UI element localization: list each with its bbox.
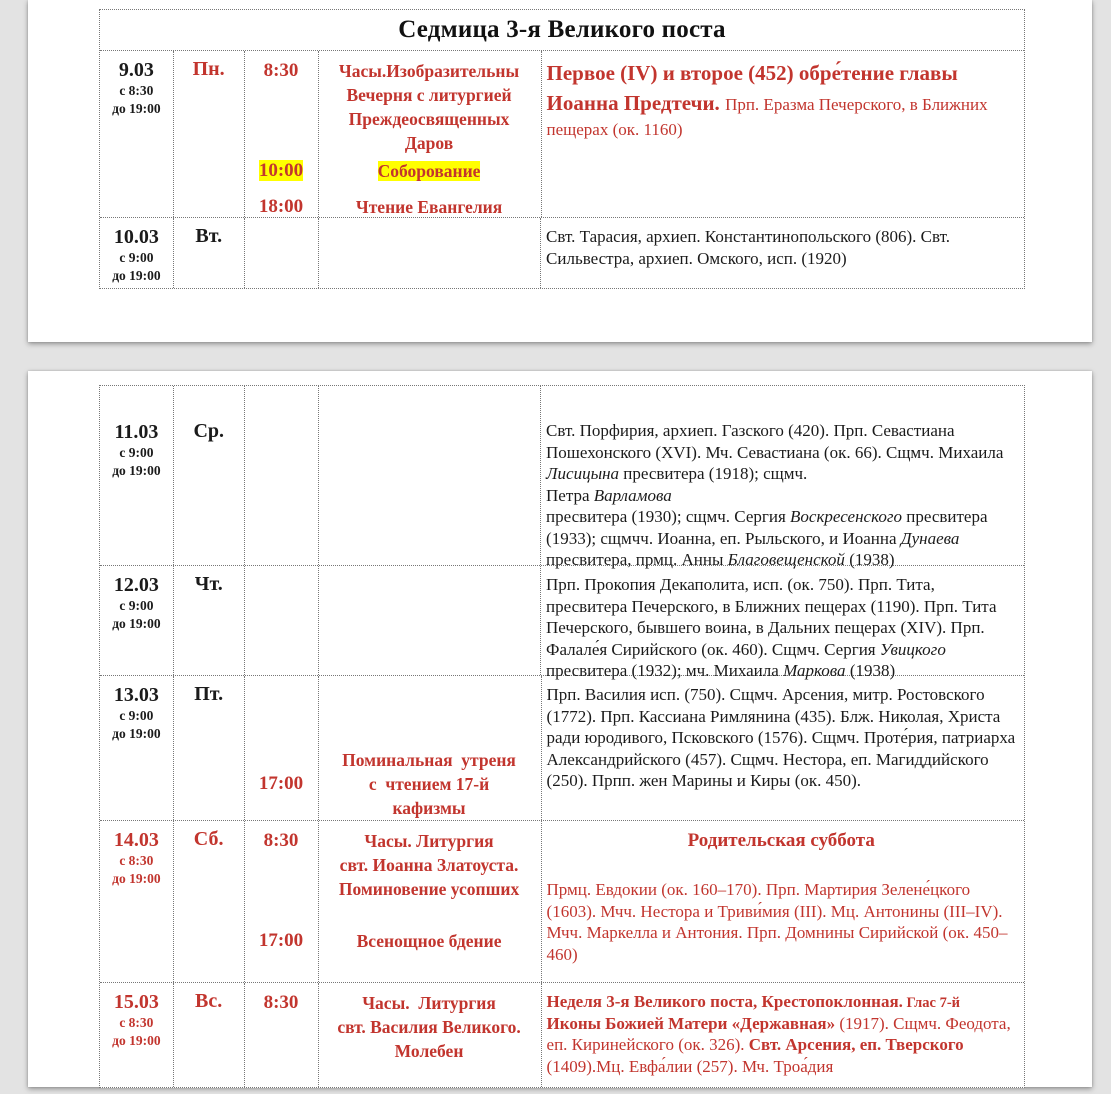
hours-to: до 19:00 [112, 725, 161, 741]
date-cell [100, 218, 174, 288]
commemorations-cell: Свт. Порфирия, архиеп. Газского (420). Прп. Севастиана Пошехонского (XVI). Мч. Севастиана (ок. 66). Сщмч. Михаила Лисицына пресвитера (1918); сщмч. Петра Варламова пресвитера (1930); сщмч. Сергия Воскресенского пресвитера (1933); сщмчч. Иоанна, еп. Рыльского, и Иоанна Дунаева пресвитера, прмц. Анны Благовещенской (1938) [546, 421, 1004, 570]
schedule-table-part2 [99, 385, 1025, 1088]
schedule-item [245, 929, 541, 953]
schedule-cell-empty [245, 218, 541, 288]
date-cell [100, 821, 174, 982]
weekday-cell: Чт. [174, 566, 245, 675]
weekday-cell: Вс. [174, 983, 245, 1087]
service-time: 8:30 [263, 992, 299, 1013]
date-value: 10.03 [113, 226, 159, 248]
schedule-item [245, 195, 541, 219]
hours-to: до 19:00 [112, 1032, 161, 1048]
table-row-13-03 [100, 676, 1024, 821]
table-row-12-03 [100, 566, 1024, 681]
schedule-cell [245, 51, 542, 217]
service-time: 17:00 [258, 773, 304, 794]
date-value: 14.03 [113, 829, 159, 851]
schedule-cell [245, 676, 542, 820]
table-row-10-03 [100, 218, 1024, 288]
schedule-cell [245, 983, 542, 1087]
service-name: Всенощное бдение [356, 931, 502, 951]
document-page-1 [28, 0, 1092, 342]
commemorations-cell: Первое (IV) и второе (452) обре́тение главы Иоанна Предтечи. Прп. Еразма Печерского, в Ближних пещерах (ок. 1160) [546, 61, 988, 139]
hours-to: до 19:00 [112, 870, 161, 886]
schedule-item [245, 59, 541, 155]
hours-from: с 9:00 [119, 708, 154, 723]
date-value: 13.03 [113, 684, 159, 706]
schedule-table-part1 [99, 9, 1025, 289]
service-name: Часы. Литургия свт. Василия Великого. Молебен [337, 993, 521, 1061]
service-name: Поминальная утреня с чтением 17-й кафизмы [342, 750, 516, 818]
hours-to: до 19:00 [112, 100, 161, 116]
date-value: 9.03 [118, 59, 154, 81]
date-cell [100, 676, 174, 820]
schedule-item [245, 159, 541, 183]
commemorations-cell: Прп. Прокопия Декаполита, исп. (ок. 750). Прп. Тита, пресвитера Печерского, в Ближних пещерах (1190). Прп. Тита Печерского, бывшего воина, в Дальних пещерах (XIV). Прп. Фалале́я Сирийского (ок. 460). Сщмч. Сергия Увицкого пресвитера (1932); мч. Михаила Маркова (1938) [546, 575, 997, 681]
hours-from: с 8:30 [119, 1015, 154, 1030]
date-cell [100, 566, 174, 675]
service-name: Часы.Изобразительны Вечерня с литургией Преждеосвященных Даров [338, 61, 520, 153]
date-cell [100, 386, 174, 565]
commemorations-cell: Неделя 3-я Великого поста, Крестопоклонная. Глас 7-й Иконы Божией Матери «Державная» (1917). Сщмч. Феодота, еп. Киринейского (ок. 326). Свт. Арсения, еп. Тверского (1409).Мц. Евфа́лии (257). Мч. Троа́дия [546, 992, 1011, 1076]
service-time: 18:00 [258, 196, 304, 217]
date-value: 12.03 [113, 574, 159, 596]
commemorations-cell: Свт. Тарасия, архиеп. Константинопольского (806). Свт. Сильвестра, архиеп. Омского, исп. (1920) [546, 227, 950, 268]
hours-from: с 9:00 [119, 250, 154, 265]
weekday-cell: Пн. [174, 51, 245, 217]
schedule-cell-empty [245, 386, 541, 565]
service-name: Чтение Евангелия [355, 197, 503, 217]
weekday-cell: Вт. [174, 218, 245, 288]
schedule-cell [245, 821, 542, 982]
feast-title: Родительская суббота [687, 830, 875, 851]
service-time: 8:30 [263, 830, 299, 851]
table-row-15-03 [100, 983, 1024, 1087]
table-row-11-03 [100, 386, 1024, 570]
hours-from: с 9:00 [119, 598, 154, 613]
date-cell [100, 983, 174, 1087]
service-name: Часы. Литургия свт. Иоанна Златоуста. Поминовение усопших [338, 831, 520, 899]
service-name-highlighted: Соборование [377, 161, 481, 181]
schedule-item [245, 829, 541, 901]
table-row-9-03 [100, 51, 1024, 218]
weekday-cell: Пт. [174, 676, 245, 820]
date-value: 11.03 [114, 421, 159, 443]
weekday-cell: Ср. [174, 386, 245, 565]
weekday-cell: Сб. [174, 821, 245, 982]
date-value: 15.03 [113, 991, 159, 1013]
table-title-row [100, 10, 1024, 51]
hours-from: с 9:00 [119, 445, 154, 460]
table-row-14-03 [100, 821, 1024, 983]
schedule-item [245, 748, 541, 820]
service-time: 17:00 [258, 930, 304, 951]
date-cell [100, 51, 174, 217]
commemorations-text: Прмц. Евдокии (ок. 160–170). Прп. Мартирия Зелене́цкого (1603). Мчч. Нестора и Триви́мия (III). Мц. Антонины (III–IV). Мчч. Маркелла и Антония. Прп. Домнины Сирийской (ок. 450–460) [546, 880, 1008, 964]
service-time-highlighted: 10:00 [258, 160, 304, 181]
hours-to: до 19:00 [112, 462, 161, 478]
commemorations-cell [542, 821, 1024, 982]
service-time: 8:30 [263, 60, 299, 81]
document-page-2 [28, 371, 1092, 1087]
schedule-cell-empty [245, 566, 541, 675]
schedule-item [245, 991, 541, 1063]
hours-to: до 19:00 [112, 267, 161, 283]
hours-from: с 8:30 [119, 83, 154, 98]
hours-to: до 19:00 [112, 615, 161, 631]
commemorations-cell: Прп. Василия исп. (750). Сщмч. Арсения, митр. Ростовского (1772). Прп. Кассиана Римлянина (435). Блж. Николая, Христа ради юродивого, Псковского (1576). Сщмч. Проте́рия, патриарха Александрийского (457). Сщмч. Нестора, еп. Магиддийского (250). Прпп. жен Марины и Киры (ок. 450). [546, 685, 1016, 791]
week-title: Седмица 3-я Великого поста [398, 16, 726, 43]
hours-from: с 8:30 [119, 853, 154, 868]
